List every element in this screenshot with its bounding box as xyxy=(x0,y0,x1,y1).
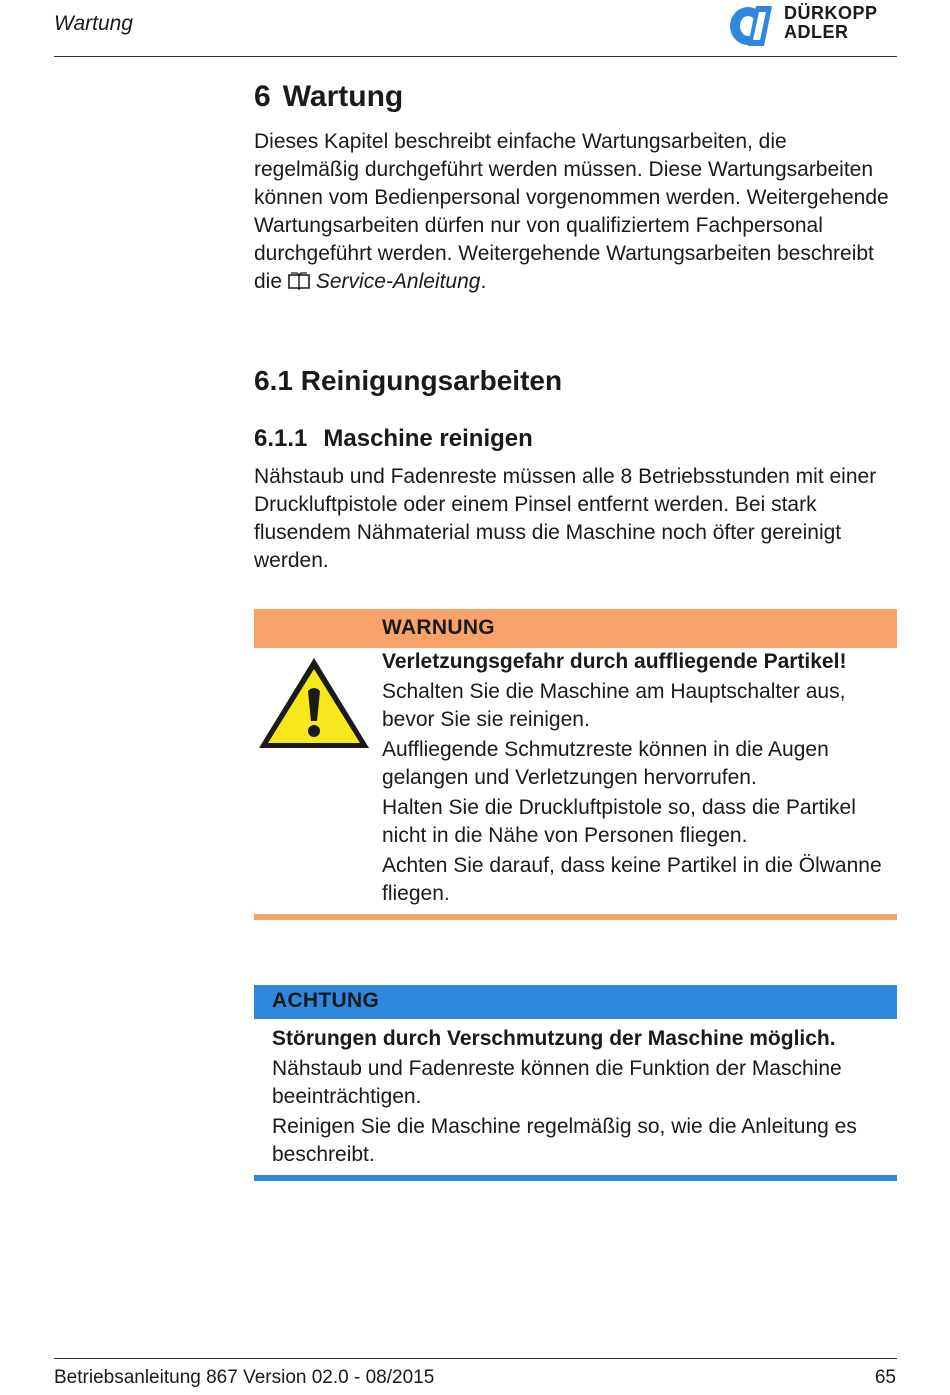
chapter-intro xyxy=(254,128,897,296)
caution-body xyxy=(272,1025,897,1169)
caution-header xyxy=(254,985,897,1019)
running-header-title: Wartung xyxy=(54,12,133,35)
page-number: 65 xyxy=(874,1367,896,1388)
logo-wordmark xyxy=(784,4,878,42)
header-divider xyxy=(54,56,897,57)
service-manual-reference[interactable]: Service-Anleitung xyxy=(315,270,481,293)
section-title: Reinigungsarbeiten xyxy=(300,365,563,396)
subsection-title: Maschine reinigen xyxy=(323,425,533,452)
chapter-number: 6 xyxy=(254,80,271,113)
caution-line: Reinigen Sie die Maschine regelmäßig so, wie die Anleitung es beschreibt. xyxy=(272,1115,857,1166)
subsection-number: 6.1.1 xyxy=(254,425,308,452)
caution-line: Nähstaub und Fadenreste können die Funktion der Maschine beeinträchtigen. xyxy=(272,1057,842,1108)
warning-header xyxy=(254,609,897,648)
warning-line: Halten Sie die Druckluftpistole so, dass die Partikel nicht in die Nähe von Personen fliegen. xyxy=(382,796,856,847)
logo-line-1: DÜRKOPP xyxy=(784,3,878,23)
warning-line: Auffliegende Schmutzreste können in die Augen gelangen und Verletzungen hervorrufen. xyxy=(382,738,829,789)
caution-label: ACHTUNG xyxy=(272,989,380,1012)
intro-end: . xyxy=(480,270,487,293)
warning-line: Achten Sie darauf, dass keine Partikel in die Ölwanne fliegen. xyxy=(382,854,882,905)
warning-triangle-icon xyxy=(256,655,372,751)
brand-logo xyxy=(728,4,900,48)
warning-label: WARNUNG xyxy=(382,616,495,639)
chapter-title: Wartung xyxy=(282,80,404,113)
section-number: 6.1 xyxy=(254,365,293,396)
cleaning-paragraph: Nähstaub und Fadenreste müssen alle 8 Betriebsstunden mit einer Druckluftpistole oder einem Pinsel entfernt werden. Bei stark flusendem Nähmaterial muss die Maschine noch öfter gereinigt werden. xyxy=(254,465,877,572)
warning-bottom-rule xyxy=(254,914,897,920)
subsection-heading xyxy=(254,425,533,453)
warning-heading: Verletzungsgefahr durch auffliegende Partikel! xyxy=(382,650,847,673)
chapter-heading xyxy=(254,80,403,114)
intro-text: Dieses Kapitel beschreibt einfache Wartungsarbeiten, die regelmäßig durchgeführt werden müssen. Diese Wartungsarbeiten können vom Bedienpersonal vorgenommen werden. Weitergehende Wartungsarbeiten dürfen nur von qualifiziertem Fachpersonal durchgeführt werden. Weitergehende Wartungsarbeiten beschreibt die xyxy=(254,130,889,293)
logo-mark-icon xyxy=(728,4,780,48)
book-icon xyxy=(288,272,310,290)
caution-heading: Störungen durch Verschmutzung der Maschine möglich. xyxy=(272,1027,836,1050)
document-info: Betriebsanleitung 867 Version 02.0 - 08/2015 xyxy=(54,1367,435,1388)
footer-divider xyxy=(54,1358,897,1359)
caution-bottom-rule xyxy=(254,1175,897,1181)
warning-line: Schalten Sie die Maschine am Hauptschalter aus, bevor Sie sie reinigen. xyxy=(382,680,846,731)
logo-line-2: ADLER xyxy=(784,22,849,42)
section-heading xyxy=(254,365,562,397)
warning-body xyxy=(382,648,897,908)
